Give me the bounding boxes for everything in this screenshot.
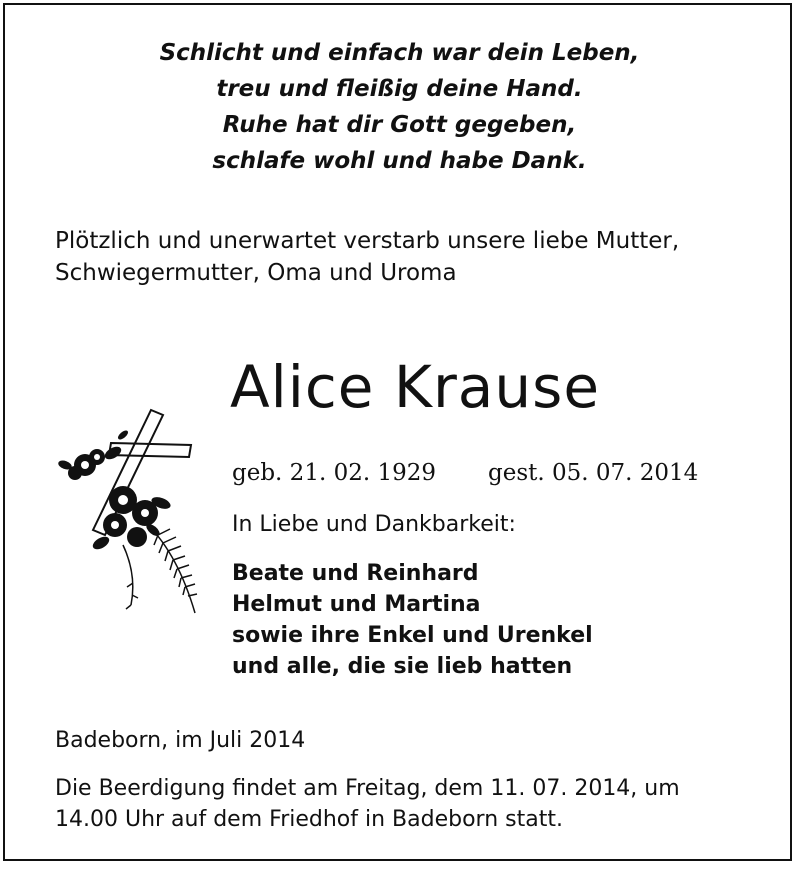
funeral-info — [55, 773, 775, 835]
funeral-line: 14.00 Uhr auf dem Friedhof in Badeborn statt. — [55, 807, 563, 832]
birth-date: geb. 21. 02. 1929 — [232, 460, 436, 486]
cross-with-roses-icon — [53, 405, 203, 620]
death-date: gest. 05. 07. 2014 — [488, 460, 699, 486]
obituary-notice — [3, 3, 792, 861]
gratitude-line: In Liebe und Dankbarkeit: — [232, 512, 516, 537]
mourner-line: und alle, die sie lieb hatten — [232, 654, 573, 679]
verse-line: Schlicht und einfach war dein Leben, — [159, 40, 640, 66]
mourner-line: Beate und Reinhard — [232, 561, 479, 586]
announcement-line: Plötzlich und unerwartet verstarb unsere liebe Mutter, — [55, 228, 680, 254]
deceased-name: Alice Krause — [230, 353, 600, 421]
announcement-text — [55, 225, 775, 289]
verse-line: schlafe wohl und habe Dank. — [212, 148, 587, 174]
verse-line: treu und fleißig deine Hand. — [216, 76, 583, 102]
verse-line: Ruhe hat dir Gott gegeben, — [222, 112, 577, 138]
funeral-line: Die Beerdigung findet am Freitag, dem 11. 07. 2014, um — [55, 776, 680, 801]
life-dates — [232, 457, 698, 489]
mourner-line: sowie ihre Enkel und Urenkel — [232, 623, 593, 648]
mourners-list — [232, 558, 593, 682]
announcement-line: Schwiegermutter, Oma und Uroma — [55, 260, 457, 286]
mourner-line: Helmut und Martina — [232, 592, 481, 617]
memorial-verse — [5, 35, 794, 179]
place-and-date: Badeborn, im Juli 2014 — [55, 728, 306, 753]
